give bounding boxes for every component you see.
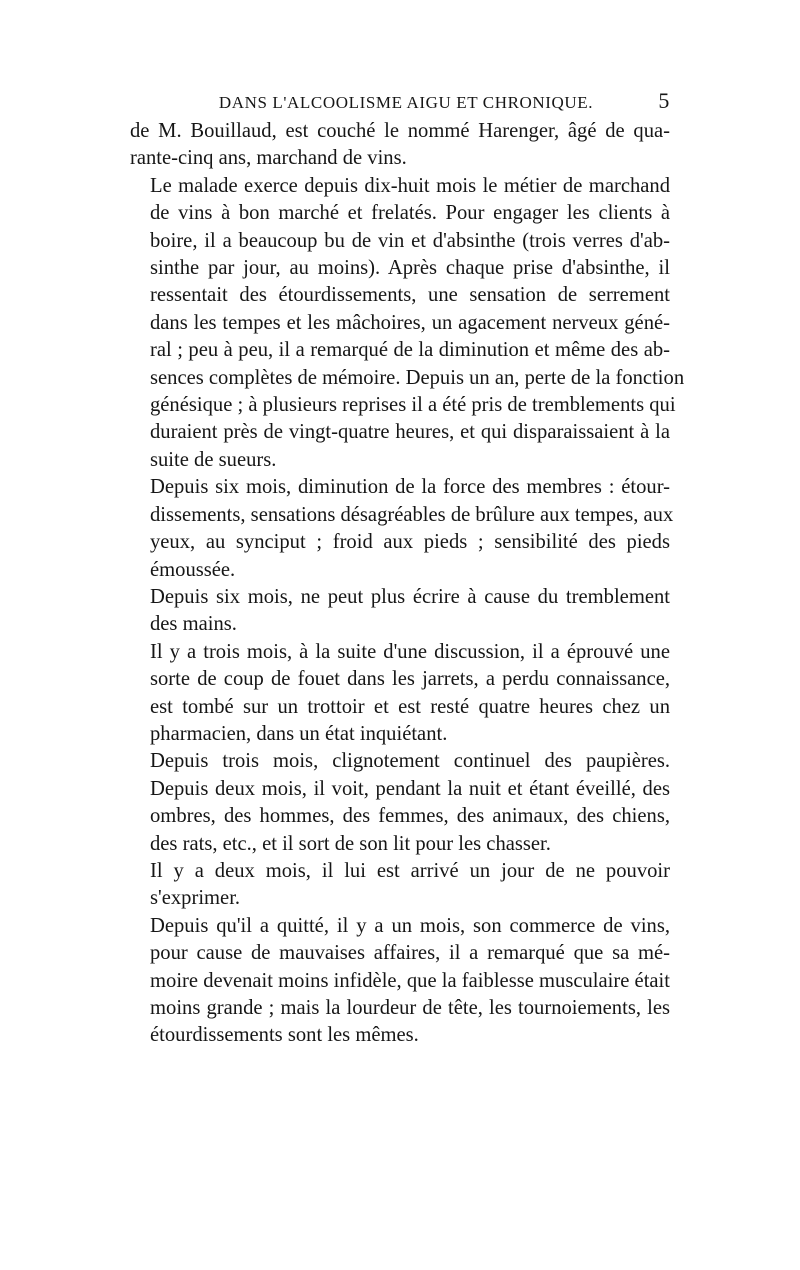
text-line: s'exprimer. bbox=[150, 887, 241, 910]
text-line: pharmacien, dans un état inquiétant. bbox=[150, 722, 448, 745]
text-line: dans les tempes et les mâchoires, un agacement nerveux géné- bbox=[150, 311, 670, 334]
running-title: DANS L'ALCOOLISME AIGU ET CHRONIQUE. bbox=[218, 93, 594, 112]
paragraph bbox=[130, 858, 670, 913]
body-text bbox=[130, 118, 685, 1050]
text-line: dissements, sensations désagréables de brûlure aux tempes, aux bbox=[150, 503, 674, 526]
text-line: Depuis six mois, ne peut plus écrire à cause du tremblement bbox=[150, 585, 670, 608]
text-line: de M. Bouillaud, est couché le nommé Harenger, âgé de qua- bbox=[130, 120, 670, 142]
book-page bbox=[130, 88, 685, 1050]
text-line: de vins à bon marché et frelatés. Pour engager les clients à bbox=[150, 202, 670, 225]
text-line: Il y a deux mois, il lui est arrivé un jour de ne pouvoir bbox=[150, 859, 670, 882]
text-line: est tombé sur un trottoir et est resté quatre heures chez un bbox=[150, 695, 670, 718]
text-line: boire, il a beaucoup bu de vin et d'absinthe (trois verres d'ab- bbox=[150, 229, 670, 252]
paragraph bbox=[130, 118, 670, 173]
paragraph bbox=[130, 913, 670, 1050]
text-line: des mains. bbox=[150, 613, 237, 636]
text-line: moins grande ; mais la lourdeur de tête, les tournoiements, les bbox=[150, 997, 670, 1019]
text-line: Depuis six mois, diminution de la force des membres : étour- bbox=[150, 476, 670, 499]
text-line: rante-cinq ans, marchand de vins. bbox=[130, 147, 407, 170]
paragraph bbox=[130, 748, 670, 858]
text-line: Depuis trois mois, clignotement continuel des paupières. bbox=[150, 750, 670, 773]
text-line: émoussée. bbox=[150, 558, 236, 581]
text-line: pour cause de mauvaises affaires, il a remarqué que sa mé- bbox=[150, 942, 670, 965]
paragraph bbox=[130, 584, 670, 639]
text-line: ral ; peu à peu, il a remarqué de la diminution et même des ab- bbox=[150, 339, 670, 362]
paragraph bbox=[130, 639, 670, 749]
running-header bbox=[130, 88, 670, 118]
page-number: 5 bbox=[658, 88, 670, 113]
text-line: sinthe par jour, au moins). Après chaque prise d'absinthe, il bbox=[150, 257, 670, 280]
text-line: sorte de coup de fouet dans les jarrets, a perdu connaissance, bbox=[150, 668, 670, 691]
paragraph bbox=[130, 474, 674, 584]
text-line: étourdissements sont les mêmes. bbox=[150, 1024, 419, 1047]
text-line: ombres, des hommes, des femmes, des animaux, des chiens, bbox=[150, 805, 670, 828]
text-line: suite de sueurs. bbox=[150, 448, 277, 471]
text-line: duraient près de vingt-quatre heures, et qui disparaissaient à la bbox=[150, 421, 670, 444]
text-line: ressentait des étourdissements, une sensation de serrement bbox=[150, 284, 670, 307]
text-line: Depuis qu'il a quitté, il y a un mois, son commerce de vins, bbox=[150, 914, 670, 937]
text-line: Depuis deux mois, il voit, pendant la nuit et étant éveillé, des bbox=[150, 777, 670, 800]
text-line: Il y a trois mois, à la suite d'une discussion, il a éprouvé une bbox=[150, 640, 670, 663]
text-line: yeux, au synciput ; froid aux pieds ; sensibilité des pieds bbox=[150, 531, 670, 554]
text-line: génésique ; à plusieurs reprises il a été pris de tremblements qui bbox=[150, 394, 676, 417]
text-line: des rats, etc., et il sort de son lit pour les chasser. bbox=[150, 832, 551, 855]
text-line: moire devenait moins infidèle, que la faiblesse musculaire était bbox=[150, 969, 670, 992]
text-line: sences complètes de mémoire. Depuis un an, perte de la fonction bbox=[150, 366, 685, 389]
paragraph bbox=[130, 173, 685, 474]
text-line: Le malade exerce depuis dix-huit mois le métier de marchand bbox=[150, 174, 670, 197]
